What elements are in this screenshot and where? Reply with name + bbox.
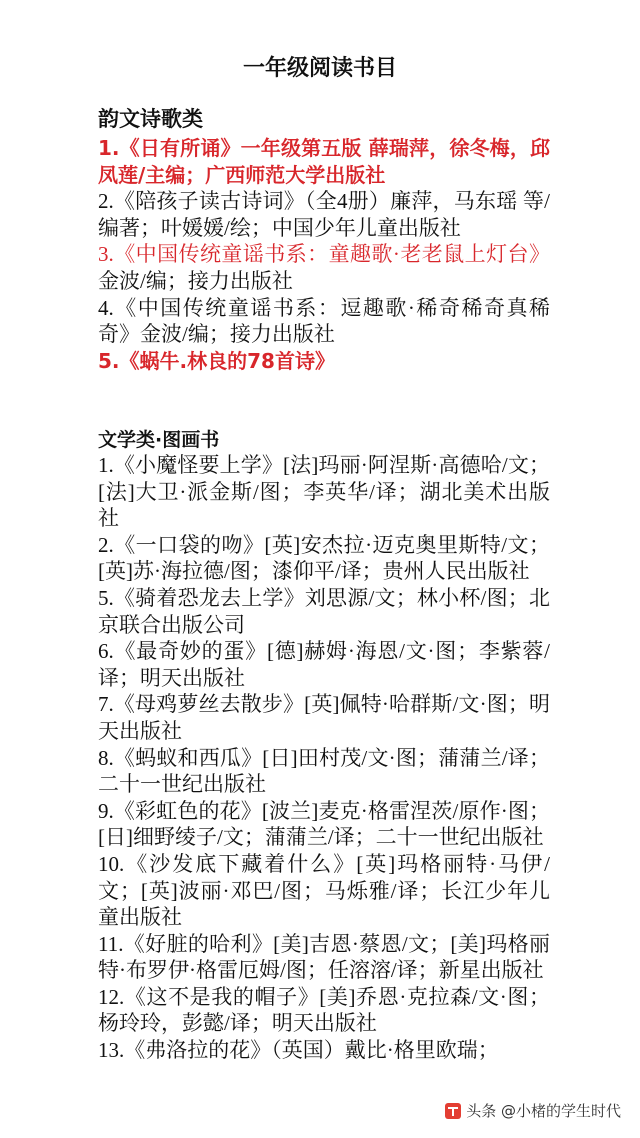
picture-book-list	[98, 452, 550, 1064]
watermark-text: 头条 @小楮的学生时代	[466, 1102, 621, 1120]
watermark	[441, 1099, 624, 1122]
list-item: 12.《这不是我的帽子》[美]乔恩·克拉森/文·图；杨玲玲，彭懿/译；明天出版社	[98, 984, 550, 1036]
list-item	[98, 241, 550, 294]
list-item: 1.《小魔怪要上学》[法]玛丽·阿涅斯·高德哈/文；[法]大卫·派金斯/图；李英华/译；湖北美术出版社	[98, 453, 550, 531]
list-item: 5.《骑着恐龙去上学》刘思源/文；林小杯/图；北京联合出版公司	[98, 585, 550, 637]
highlighted-title: 3.《中国传统童谣书系：童趣歌·老老鼠上灯台》	[98, 242, 550, 267]
toutiao-logo-icon	[444, 1102, 462, 1120]
list-item: 2.《一口袋的吻》[英]安杰拉·迈克奥里斯特/文；[英]苏·海拉德/图；漆仰平/译；贵州人民出版社	[98, 532, 550, 584]
list-item: 9.《彩虹色的花》[波兰]麦克·格雷涅茨/原作·图；[日]细野绫子/文；蒲蒲兰/译；二十一世纪出版社	[98, 798, 550, 850]
page-title: 一年级阅读书目	[242, 56, 397, 81]
list-item: 7.《母鸡萝丝去散步》[英]佩特·哈群斯/文·图；明天出版社	[98, 692, 550, 743]
section-heading-picture-books: 文学类·图画书	[98, 429, 220, 451]
list-item: 13.《弗洛拉的花》（英国）戴比·格里欧瑞；	[98, 1038, 499, 1063]
list-item: 1.《日有所诵》一年级第五版 薛瑞萍，徐冬梅，邱凤莲/主编；广西师范大学出版社	[98, 136, 550, 187]
list-item: 10.《沙发底下藏着什么》[英]玛格丽特·马伊/文；[英]波丽·邓巴/图；马烁雅/译；长江少年儿童出版社	[98, 851, 550, 930]
list-item: 2.《陪孩子读古诗词》（全4册）廉萍，马东瑶 等/编著；叶媛媛/绘；中国少年儿童出版社	[98, 189, 550, 240]
list-item: 5.《蜗牛.林良的78首诗》	[98, 348, 335, 373]
section-heading-poetry: 韵文诗歌类	[98, 107, 203, 131]
entry-details: 金波/编；接力出版社	[98, 268, 293, 293]
list-item: 8.《蚂蚁和西瓜》[日]田村茂/文·图；蒲蒲兰/译；二十一世纪出版社	[98, 745, 550, 797]
list-item: 6.《最奇妙的蛋》[德]赫姆·海恩/文·图；李紫蓉/译；明天出版社	[98, 639, 550, 690]
list-item: 4.《中国传统童谣书系：逗趣歌·稀奇稀奇真稀奇》金波/编；接力出版社	[98, 295, 550, 347]
list-item: 11.《好脏的哈利》[美]吉恩·蔡恩/文；[美]玛格丽特·布罗伊·格雷厄姆/图；任溶溶/译；新星出版社	[98, 931, 550, 983]
poetry-book-list	[98, 135, 550, 374]
